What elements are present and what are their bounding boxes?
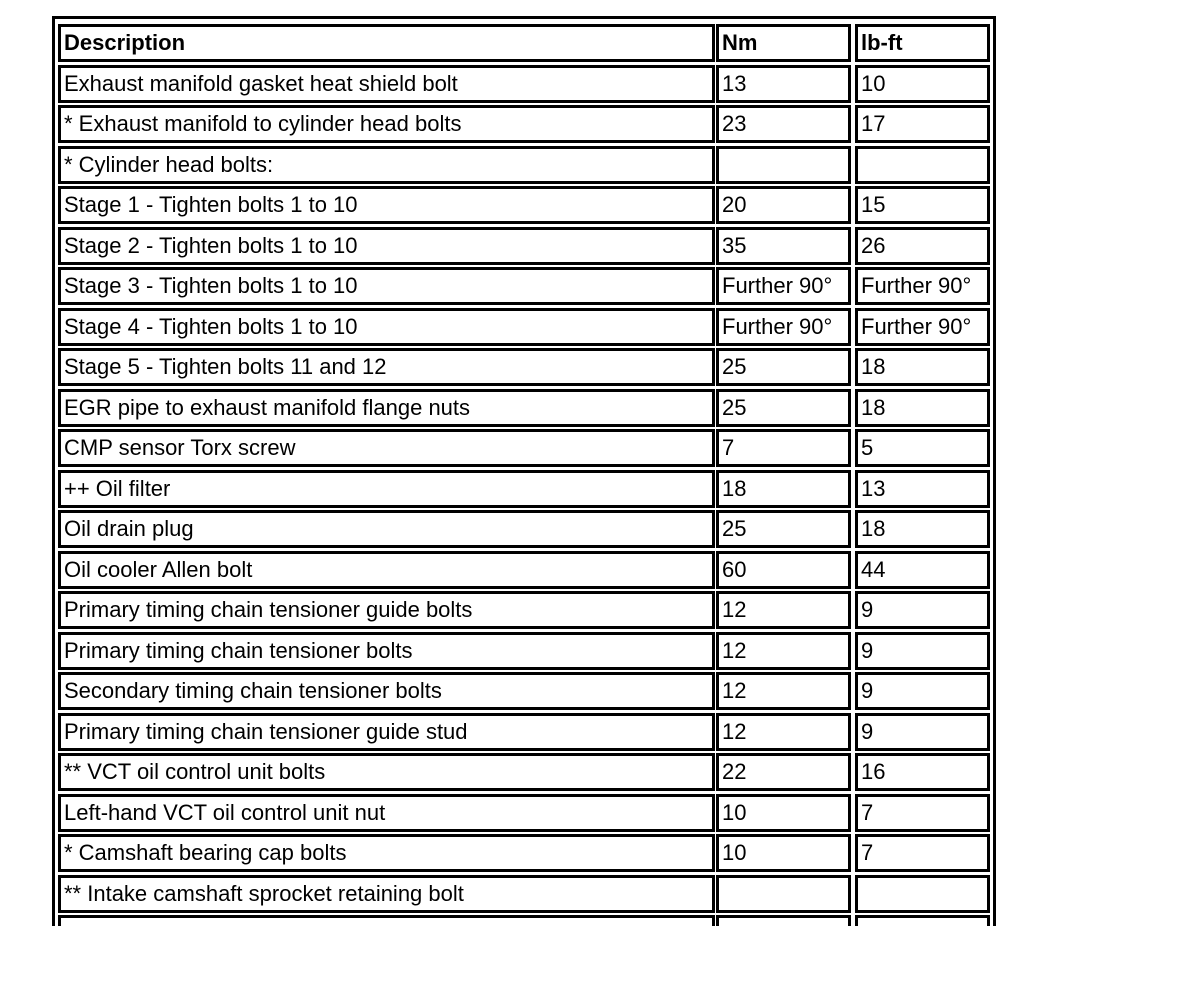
table-row: [55, 510, 993, 548]
cell-description: [58, 915, 715, 926]
header-lbft: lb-ft: [855, 24, 990, 62]
table-row: [55, 470, 993, 508]
cell-description: ++ Oil filter: [58, 470, 715, 508]
cell-nm: 35: [716, 227, 851, 265]
table-row: [55, 146, 993, 184]
cell-lbft: 7: [855, 794, 990, 832]
torque-spec-table: [52, 16, 996, 926]
cell-description: * Camshaft bearing cap bolts: [58, 834, 715, 872]
table-row: [55, 713, 993, 751]
header-description: Description: [58, 24, 715, 62]
cell-description: Oil drain plug: [58, 510, 715, 548]
cell-nm: 10: [716, 834, 851, 872]
cell-description: Stage 1 - Tighten bolts 1 to 10: [58, 186, 715, 224]
cell-lbft: 7: [855, 834, 990, 872]
cell-description: Stage 4 - Tighten bolts 1 to 10: [58, 308, 715, 346]
table-row: [55, 834, 993, 872]
cell-lbft: 26: [855, 227, 990, 265]
table-row: [55, 875, 993, 913]
cell-nm: 25: [716, 348, 851, 386]
cell-nm: 12: [716, 672, 851, 710]
cell-description: Stage 3 - Tighten bolts 1 to 10: [58, 267, 715, 305]
cell-lbft: Further 90°: [855, 308, 990, 346]
cell-nm: 60: [716, 551, 851, 589]
cell-lbft: [855, 875, 990, 913]
cell-lbft: 17: [855, 105, 990, 143]
cell-description: Left-hand VCT oil control unit nut: [58, 794, 715, 832]
cell-lbft: 15: [855, 186, 990, 224]
cell-nm: 20: [716, 186, 851, 224]
cell-description: Stage 5 - Tighten bolts 11 and 12: [58, 348, 715, 386]
table-row: [55, 65, 993, 103]
cell-lbft: 9: [855, 632, 990, 670]
cell-lbft: 18: [855, 510, 990, 548]
cell-lbft: 9: [855, 591, 990, 629]
cell-nm: [716, 915, 851, 926]
cell-nm: 12: [716, 632, 851, 670]
cell-lbft: 9: [855, 713, 990, 751]
table-row: [55, 267, 993, 305]
cell-lbft: 18: [855, 389, 990, 427]
table-row: [55, 389, 993, 427]
cell-nm: 12: [716, 591, 851, 629]
table-row: [55, 308, 993, 346]
cell-description: Oil cooler Allen bolt: [58, 551, 715, 589]
table-row: [55, 105, 993, 143]
cell-description: * Cylinder head bolts:: [58, 146, 715, 184]
cell-nm: 13: [716, 65, 851, 103]
cell-lbft: 18: [855, 348, 990, 386]
cell-nm: 7: [716, 429, 851, 467]
cell-nm: 12: [716, 713, 851, 751]
cell-description: EGR pipe to exhaust manifold flange nuts: [58, 389, 715, 427]
table-row: [55, 591, 993, 629]
cell-lbft: [855, 146, 990, 184]
table-row: [55, 186, 993, 224]
cell-lbft: [855, 915, 990, 926]
cell-description: ** VCT oil control unit bolts: [58, 753, 715, 791]
table-row: [55, 227, 993, 265]
cell-lbft: 16: [855, 753, 990, 791]
cell-description: Primary timing chain tensioner guide stud: [58, 713, 715, 751]
cell-nm: 22: [716, 753, 851, 791]
cell-nm: 23: [716, 105, 851, 143]
table-row: [55, 429, 993, 467]
header-nm: Nm: [716, 24, 851, 62]
cell-lbft: 9: [855, 672, 990, 710]
cell-description: ** Intake camshaft sprocket retaining bolt: [58, 875, 715, 913]
table-row: [55, 348, 993, 386]
cell-lbft: 5: [855, 429, 990, 467]
table-row: [55, 753, 993, 791]
table-row: [55, 794, 993, 832]
cell-description: Exhaust manifold gasket heat shield bolt: [58, 65, 715, 103]
cell-description: CMP sensor Torx screw: [58, 429, 715, 467]
table-row: [55, 551, 993, 589]
table-row: [55, 915, 993, 926]
cell-description: Primary timing chain tensioner bolts: [58, 632, 715, 670]
table-row: [55, 632, 993, 670]
cell-description: * Exhaust manifold to cylinder head bolts: [58, 105, 715, 143]
cell-description: Primary timing chain tensioner guide bolts: [58, 591, 715, 629]
cell-nm: Further 90°: [716, 267, 851, 305]
cell-lbft: Further 90°: [855, 267, 990, 305]
cell-nm: Further 90°: [716, 308, 851, 346]
cell-nm: 10: [716, 794, 851, 832]
table-header-row: [55, 24, 993, 62]
cell-description: Stage 2 - Tighten bolts 1 to 10: [58, 227, 715, 265]
cell-lbft: 13: [855, 470, 990, 508]
cell-nm: [716, 875, 851, 913]
cell-nm: 25: [716, 389, 851, 427]
cell-nm: 18: [716, 470, 851, 508]
cell-nm: [716, 146, 851, 184]
table-row: [55, 672, 993, 710]
cell-lbft: 44: [855, 551, 990, 589]
cell-lbft: 10: [855, 65, 990, 103]
cell-nm: 25: [716, 510, 851, 548]
cell-description: Secondary timing chain tensioner bolts: [58, 672, 715, 710]
